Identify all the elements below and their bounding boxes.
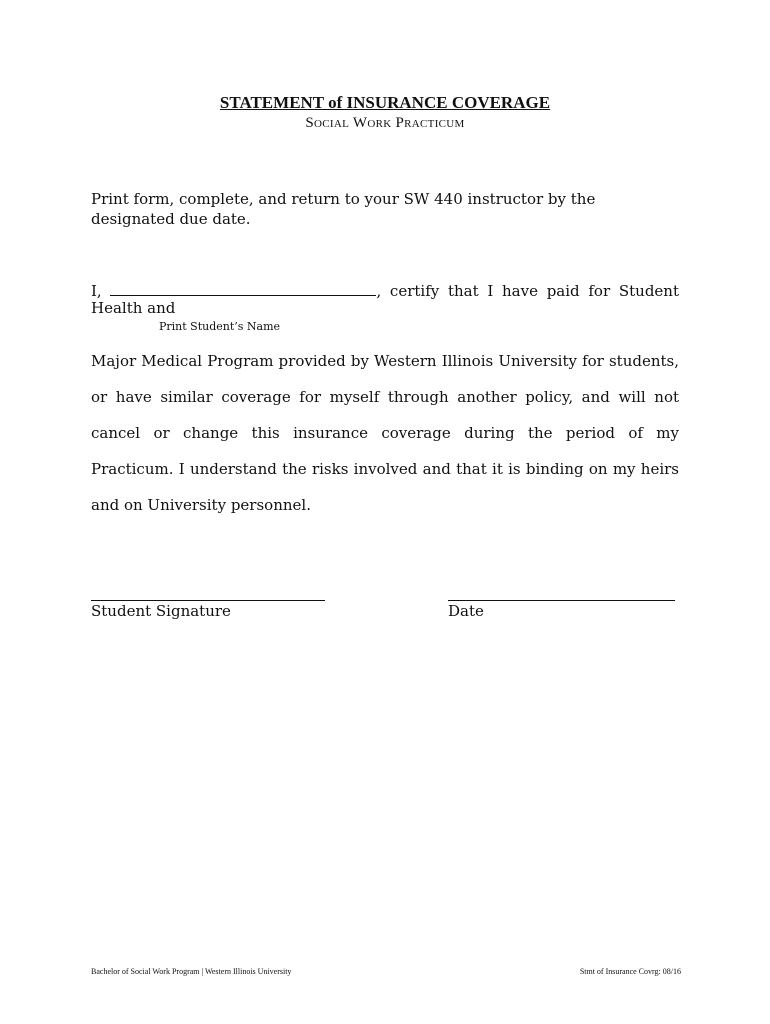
certification-suffix: , certify that I have paid for Student Health and <box>91 282 679 317</box>
date-field[interactable] <box>448 600 675 601</box>
certification-body: Major Medical Program provided by Western Illinois University for students, or have similar coverage for myself through another policy, and will not cancel or change this insurance coverage during the period of my Practicum. I understand the risks involved and that it is binding on my heirs and on University personnel. <box>91 352 679 514</box>
instructions-line-1: Print form, complete, and return to your SW 440 instructor by the <box>91 190 596 208</box>
document-title: STATEMENT of INSURANCE COVERAGE <box>219 93 551 112</box>
instructions <box>91 189 651 229</box>
student-signature-label: Student Signature <box>91 602 231 620</box>
certification-line <box>91 283 679 317</box>
date-label: Date <box>448 602 484 620</box>
student-name-caption: Print Student’s Name <box>159 320 281 333</box>
certification-prefix: I, <box>91 282 102 300</box>
student-signature-field[interactable] <box>91 600 325 601</box>
footer-right: Stmt of Insurance Covrg: 08/16 <box>579 967 681 976</box>
footer-left: Bachelor of Social Work Program | Western Illinois University <box>91 967 292 976</box>
document-subtitle: Social Work Practicum <box>305 115 465 131</box>
student-name-field[interactable] <box>110 283 376 296</box>
instructions-line-2: designated due date. <box>91 210 251 228</box>
